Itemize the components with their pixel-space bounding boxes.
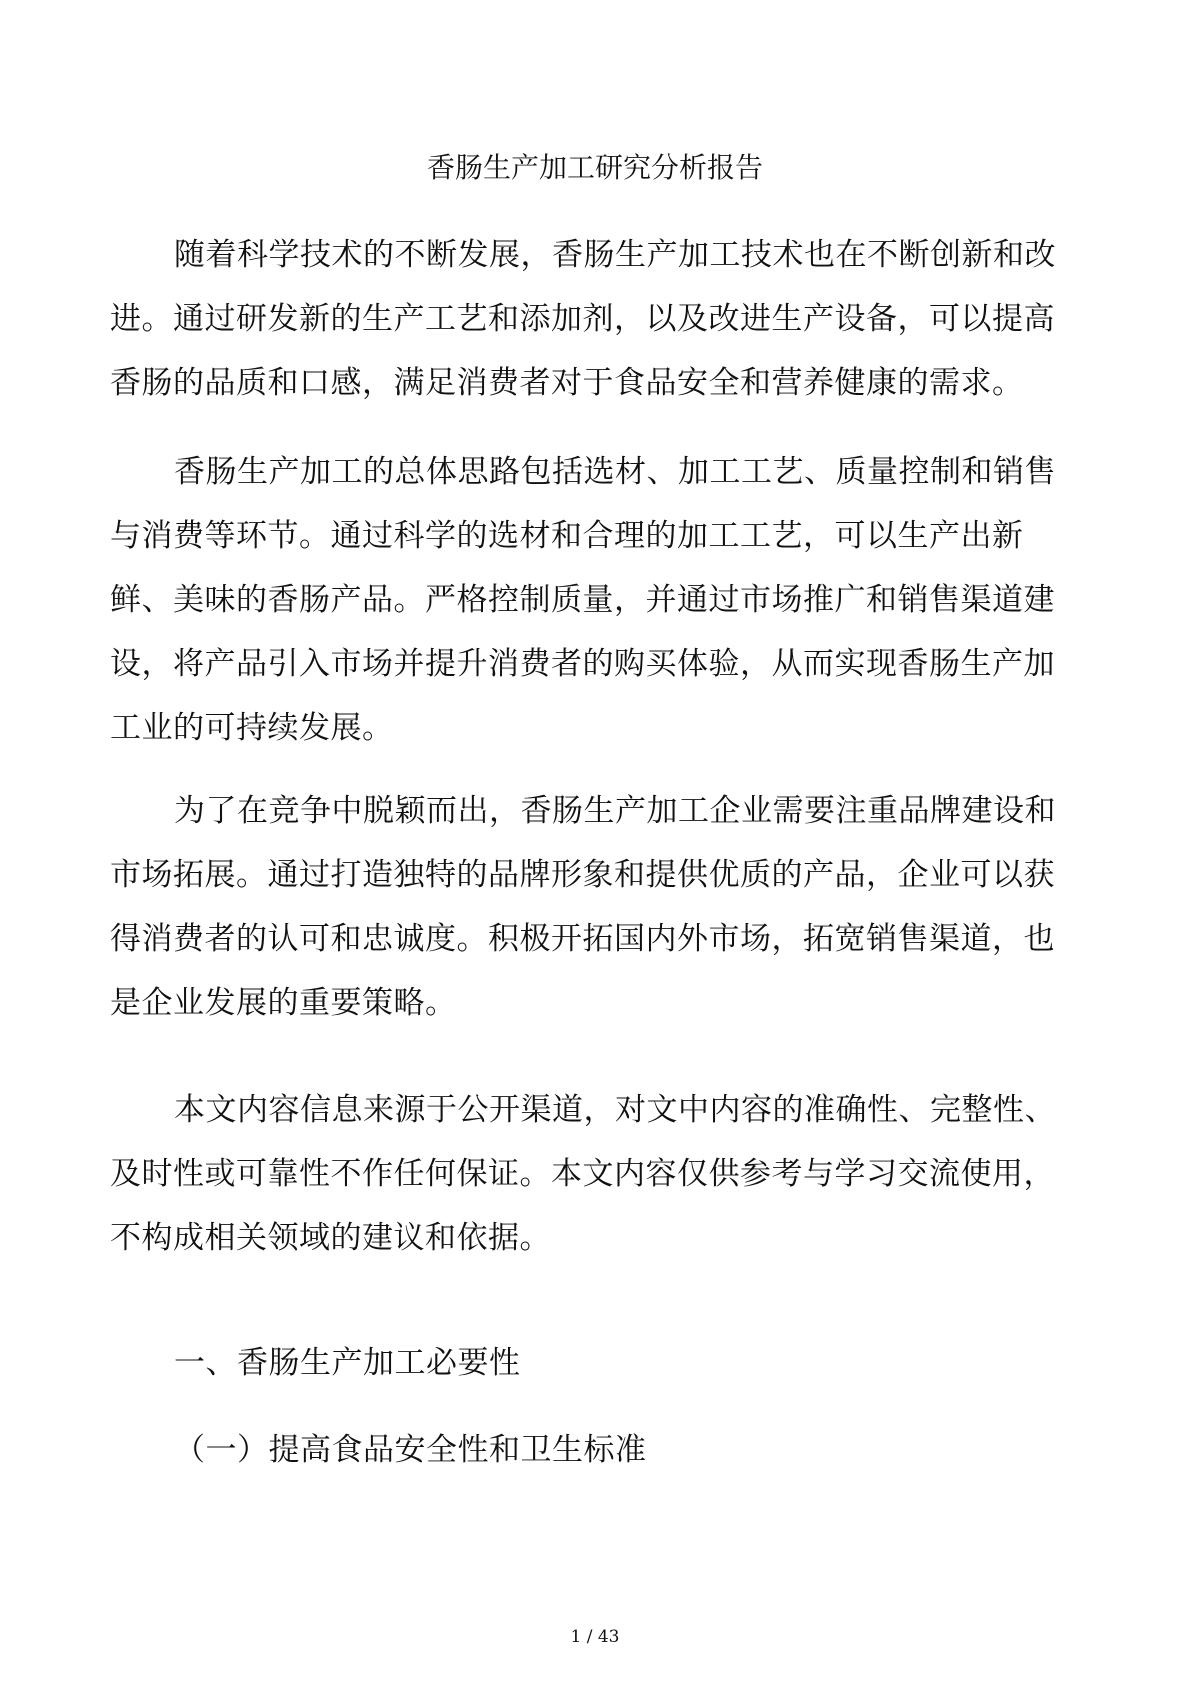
page-number: 1 / 43 <box>570 1627 620 1647</box>
paragraph-1: 随着科学技术的不断发展，香肠生产加工技术也在不断创新和改进。通过研发新的生产工艺和添加剂，以及改进生产设备，可以提高香肠的品质和口感，满足消费者对于食品安全和营养健康的需求。 <box>110 237 1056 401</box>
paragraph-2: 香肠生产加工的总体思路包括选材、加工工艺、质量控制和销售与消费等环节。通过科学的选材和合理的加工工艺，可以生产出新鲜、美味的香肠产品。严格控制质量，并通过市场推广和销售渠道建设，将产品引入市场并提升消费者的购买体验，从而实现香肠生产加工业的可持续发展。 <box>110 454 1056 746</box>
section-heading: 一、香肠生产加工必要性 <box>174 1345 521 1381</box>
subsection-heading: （一）提高食品安全性和卫生标准 <box>174 1432 647 1468</box>
paragraph-4-disclaimer: 本文内容信息来源于公开渠道，对文中内容的准确性、完整性、及时性或可靠性不作任何保证。本文内容仅供参考与学习交流使用，不构成相关领域的建议和依据。 <box>110 1092 1056 1256</box>
document-title: 香肠生产加工研究分析报告 <box>426 151 763 184</box>
paragraph-3: 为了在竞争中脱颖而出，香肠生产加工企业需要注重品牌建设和市场拓展。通过打造独特的品牌形象和提供优质的产品，企业可以获得消费者的认可和忠诚度。积极开拓国内外市场，拓宽销售渠道，也是企业发展的重要策略。 <box>110 793 1056 1021</box>
